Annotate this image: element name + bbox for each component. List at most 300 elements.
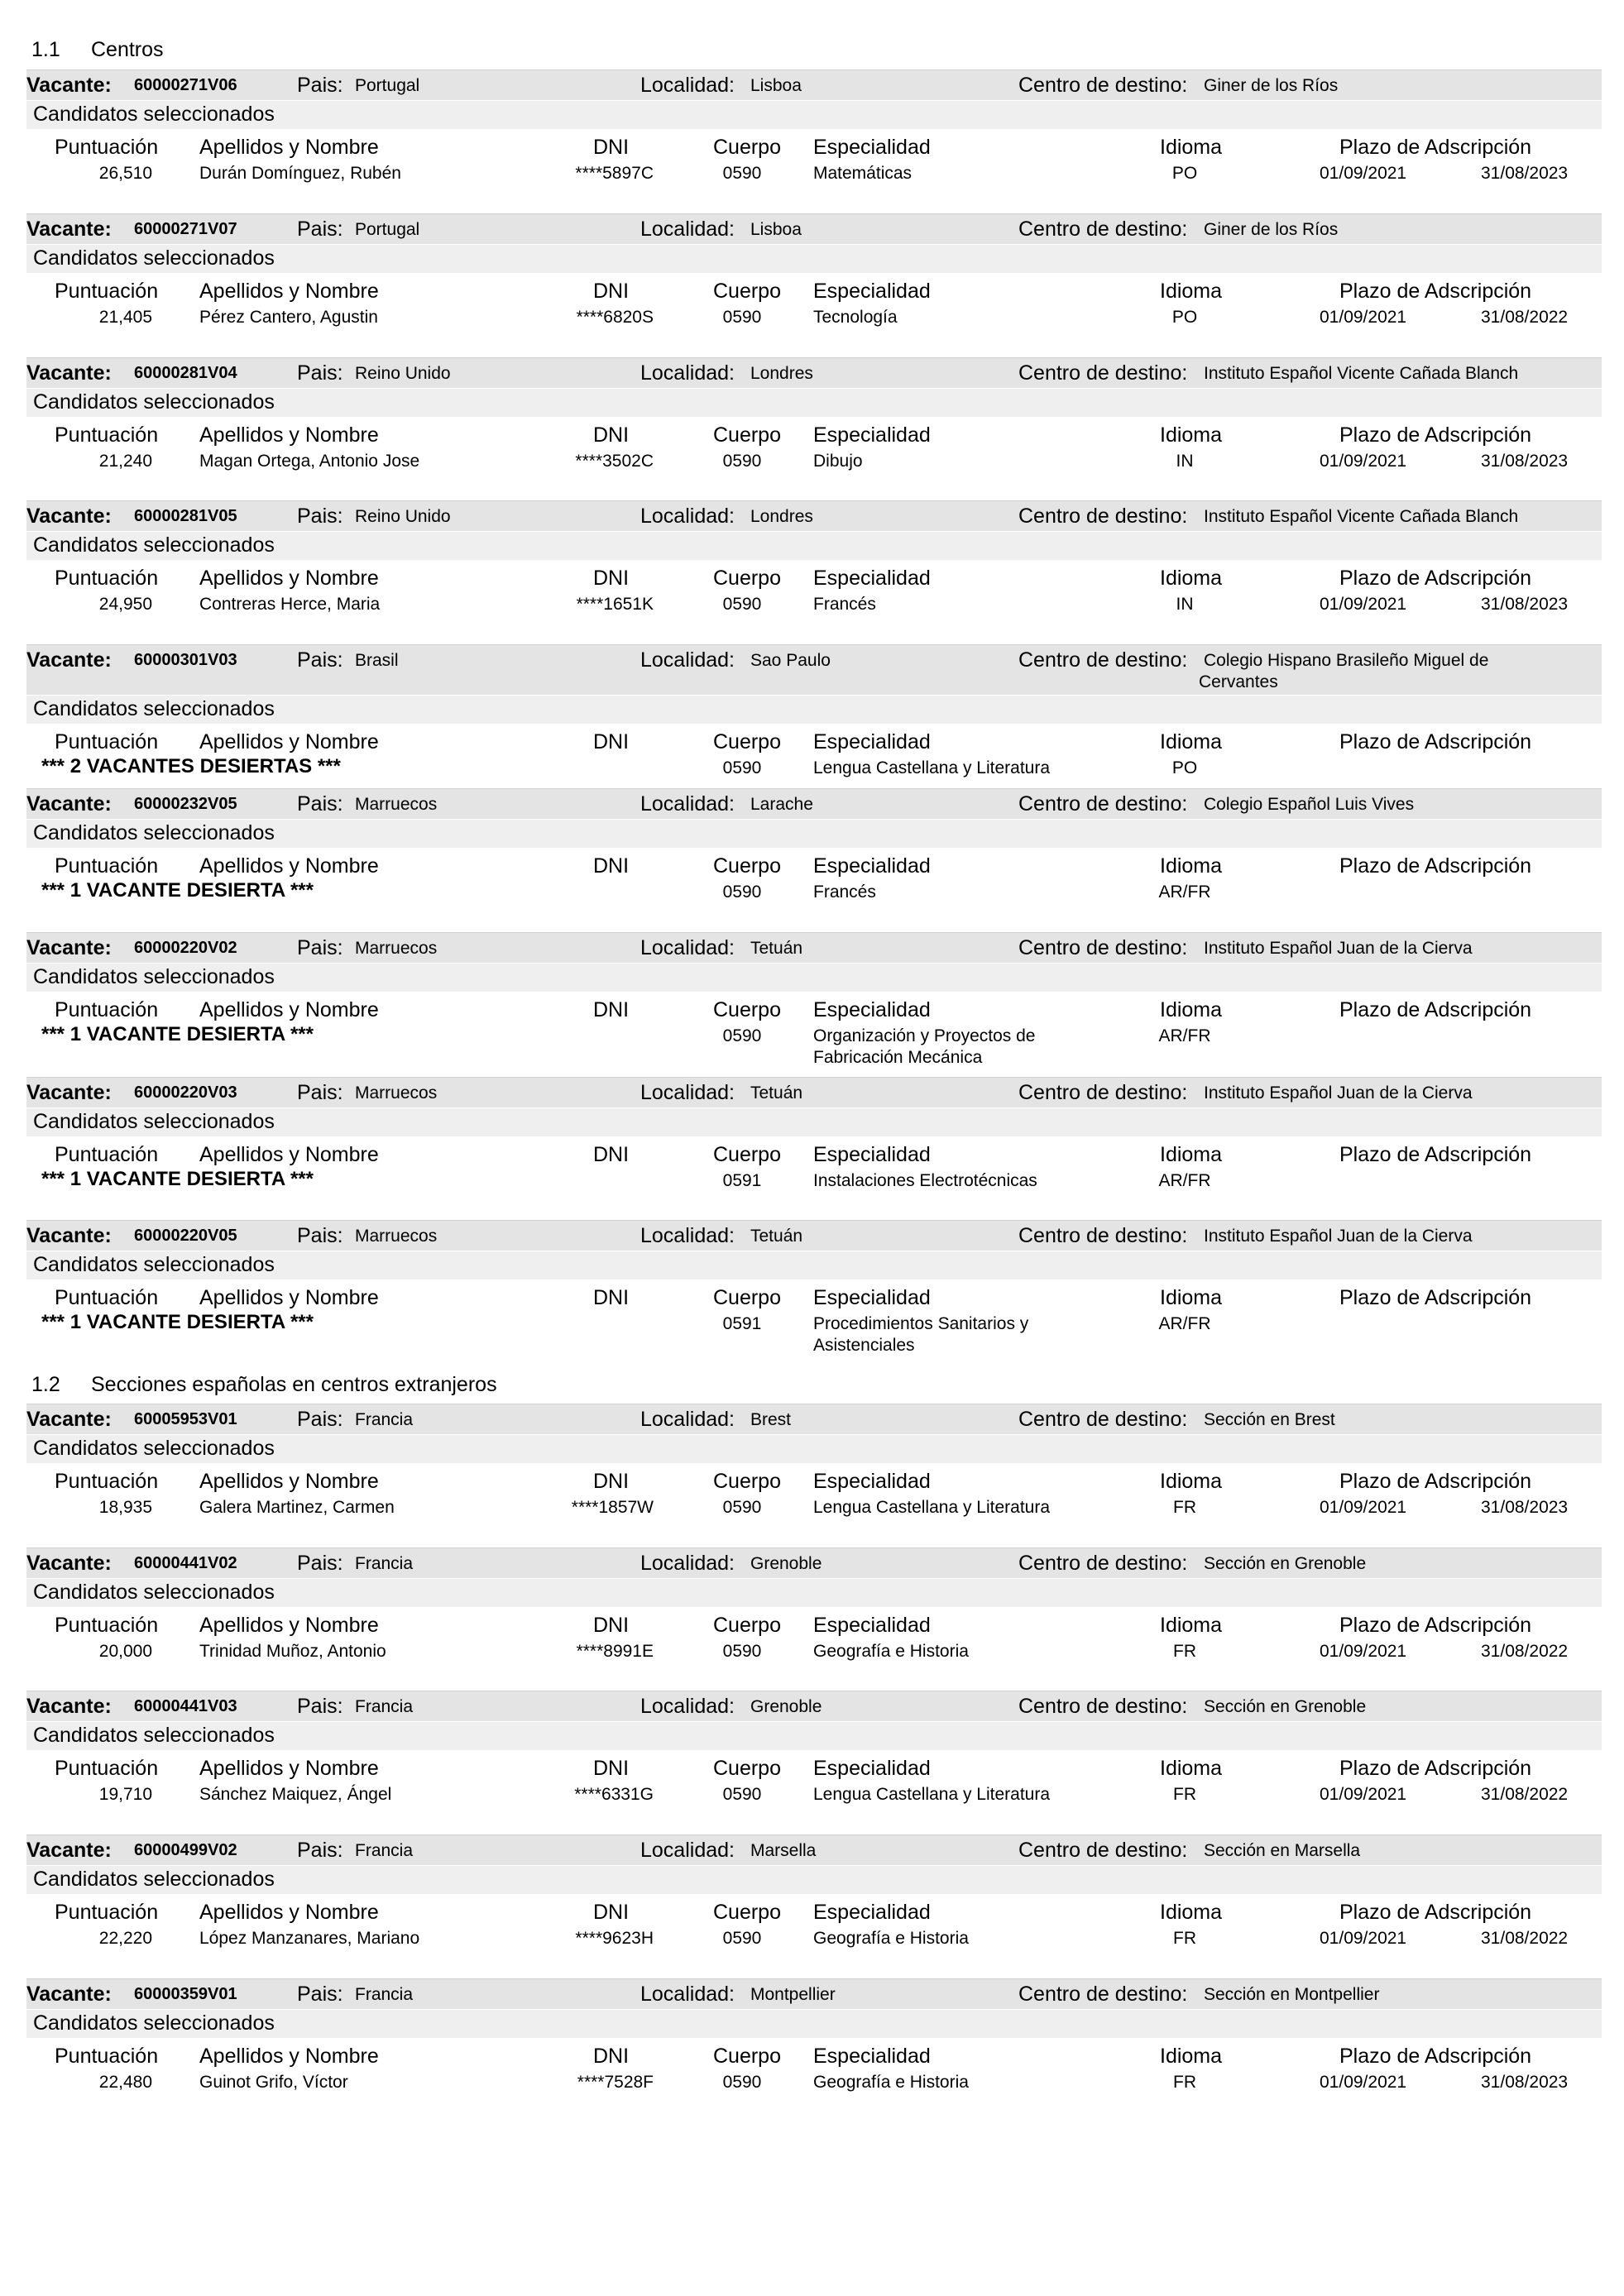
localidad-label: Localidad: (640, 218, 735, 241)
cell-especialidad: Lengua Castellana y Literatura (813, 758, 1051, 777)
cell-idioma: FR (1173, 1642, 1196, 1661)
cell-fecha-hasta: 31/08/2023 (1481, 2073, 1569, 2092)
cell-puntuacion: 26,510 (98, 164, 152, 183)
vacante-label: Vacante: (26, 218, 112, 241)
centro-label: Centro de destino: (1018, 74, 1188, 97)
column-headers (26, 417, 1602, 447)
candidatos-label: Candidatos seleccionados (33, 821, 275, 844)
table-row (26, 159, 1602, 190)
table-row (26, 753, 1602, 785)
col-plazo: Plazo de Adscripción (1339, 1286, 1532, 1309)
vacante-code: 60000220V02 (134, 939, 237, 957)
col-especialidad: Especialidad (813, 2045, 931, 2068)
cell-nombre: Trinidad Muñoz, Antonio (199, 1642, 386, 1661)
col-dni: DNI (593, 854, 630, 878)
col-especialidad: Especialidad (813, 1757, 931, 1780)
column-headers (26, 273, 1602, 303)
col-cuerpo: Cuerpo (713, 280, 781, 303)
cell-especialidad: Dibujo (813, 452, 863, 471)
vacante-label: Vacante: (26, 648, 112, 672)
pais-value: Brasil (355, 651, 399, 670)
col-puntuacion: Puntuación (55, 854, 159, 878)
cell-puntuacion: 21,240 (98, 452, 152, 471)
col-plazo: Plazo de Adscripción (1339, 567, 1532, 590)
candidatos-row (26, 964, 1602, 992)
vacante-code: 60000281V05 (134, 507, 237, 525)
localidad-label: Localidad: (640, 505, 735, 528)
col-plazo: Plazo de Adscripción (1339, 998, 1532, 1021)
col-puntuacion: Puntuación (55, 1470, 159, 1493)
cell-puntuacion: 24,950 (98, 595, 152, 614)
cell-dni: ****9623H (575, 1929, 654, 1948)
col-plazo: Plazo de Adscripción (1339, 854, 1532, 878)
section-label: Centros (91, 38, 164, 61)
cell-cuerpo: 0591 (722, 1314, 762, 1333)
col-especialidad: Especialidad (813, 423, 931, 447)
col-puntuacion: Puntuación (55, 280, 159, 303)
col-puntuacion: Puntuación (55, 423, 159, 447)
candidatos-row (26, 532, 1602, 560)
col-plazo: Plazo de Adscripción (1339, 1757, 1532, 1780)
vacante-block (26, 788, 1602, 909)
vacante-code: 60000232V05 (134, 795, 237, 813)
col-idioma: Idioma (1160, 2045, 1223, 2068)
col-plazo: Plazo de Adscripción (1339, 1470, 1532, 1493)
cell-idioma: AR/FR (1158, 1171, 1211, 1190)
localidad-label: Localidad: (640, 1839, 735, 1862)
cell-puntuacion: 21,405 (98, 308, 152, 327)
col-apellidos: Apellidos y Nombre (199, 1901, 379, 1924)
col-cuerpo: Cuerpo (713, 136, 781, 159)
localidad-label: Localidad: (640, 361, 735, 385)
candidatos-label: Candidatos seleccionados (33, 2011, 275, 2035)
col-apellidos: Apellidos y Nombre (199, 854, 379, 878)
vacante-code: 60000301V03 (134, 651, 237, 669)
column-headers (26, 129, 1602, 159)
column-headers (26, 1463, 1602, 1493)
centro-label: Centro de destino: (1018, 792, 1188, 816)
vacante-header (26, 932, 1602, 963)
pais-label: Pais: (297, 648, 343, 672)
centro-label: Centro de destino: (1018, 505, 1188, 528)
localidad-value: Lisboa (750, 220, 802, 239)
vacante-block (26, 932, 1602, 1069)
cell-fecha-hasta: 31/08/2022 (1481, 1642, 1569, 1661)
vacante-code: 60005953V01 (134, 1410, 237, 1428)
cell-especialidad: Geografía e Historia (813, 2073, 969, 2092)
column-headers (26, 560, 1602, 590)
col-especialidad: Especialidad (813, 854, 931, 878)
pais-value: Reino Unido (355, 364, 451, 383)
centro-label: Centro de destino: (1018, 1552, 1188, 1575)
table-row (26, 1780, 1602, 1811)
vacante-header (26, 1547, 1602, 1578)
cell-idioma: IN (1176, 595, 1194, 614)
col-cuerpo: Cuerpo (713, 423, 781, 447)
centro-value-line2: Cervantes (1199, 672, 1278, 691)
vacante-desierta: *** 1 VACANTE DESIERTA *** (41, 1311, 314, 1333)
col-dni: DNI (593, 1470, 630, 1493)
vacante-header (26, 69, 1602, 100)
section-label: Secciones españolas en centros extranjeros (91, 1373, 497, 1396)
table-row (26, 1637, 1602, 1668)
vacante-block (26, 69, 1602, 190)
section-title (31, 1373, 497, 1397)
vacante-label: Vacante: (26, 1224, 112, 1247)
candidatos-row (26, 1722, 1602, 1750)
vacante-label: Vacante: (26, 1408, 112, 1431)
cell-fecha-desde: 01/09/2021 (1320, 1929, 1407, 1948)
cell-cuerpo: 0590 (722, 164, 762, 183)
col-plazo: Plazo de Adscripción (1339, 1614, 1532, 1637)
centro-value: Instituto Español Juan de la Cierva (1204, 939, 1473, 958)
col-apellidos: Apellidos y Nombre (199, 998, 379, 1021)
pais-label: Pais: (297, 1983, 343, 2006)
pais-value: Francia (355, 1697, 414, 1716)
candidatos-label: Candidatos seleccionados (33, 103, 275, 126)
table-row (26, 1924, 1602, 1955)
pais-label: Pais: (297, 1408, 343, 1431)
localidad-value: Larache (750, 795, 813, 814)
pais-label: Pais: (297, 1695, 343, 1718)
cell-idioma: IN (1176, 452, 1194, 471)
column-headers (26, 1607, 1602, 1637)
candidatos-row (26, 1108, 1602, 1136)
vacante-header (26, 1077, 1602, 1107)
localidad-label: Localidad: (640, 1224, 735, 1247)
pais-label: Pais: (297, 1081, 343, 1104)
col-apellidos: Apellidos y Nombre (199, 730, 379, 753)
cell-fecha-hasta: 31/08/2023 (1481, 595, 1569, 614)
vacante-code: 60000359V01 (134, 1985, 237, 2003)
cell-idioma: PO (1171, 164, 1198, 183)
candidatos-row (26, 1435, 1602, 1463)
vacante-label: Vacante: (26, 792, 112, 816)
col-apellidos: Apellidos y Nombre (199, 136, 379, 159)
col-especialidad: Especialidad (813, 1286, 931, 1309)
centro-value: Sección en Grenoble (1204, 1554, 1367, 1573)
col-especialidad: Especialidad (813, 136, 931, 159)
cell-fecha-desde: 01/09/2021 (1320, 1642, 1407, 1661)
col-especialidad: Especialidad (813, 1901, 931, 1924)
candidatos-row (26, 1251, 1602, 1280)
col-apellidos: Apellidos y Nombre (199, 567, 379, 590)
vacante-desierta: *** 1 VACANTE DESIERTA *** (41, 879, 314, 902)
localidad-value: Tetuán (750, 1227, 803, 1246)
cell-especialidad: Organización y Proyectos de (813, 1026, 1036, 1045)
localidad-label: Localidad: (640, 936, 735, 959)
col-especialidad: Especialidad (813, 1470, 931, 1493)
table-row (26, 1493, 1602, 1524)
centro-label: Centro de destino: (1018, 1224, 1188, 1247)
col-idioma: Idioma (1160, 136, 1223, 159)
col-dni: DNI (593, 280, 630, 303)
cell-cuerpo: 0590 (722, 1498, 762, 1517)
centro-value: Sección en Grenoble (1204, 1697, 1367, 1716)
pais-value: Marruecos (355, 939, 438, 958)
cell-especialidad: Lengua Castellana y Literatura (813, 1498, 1051, 1517)
cell-fecha-desde: 01/09/2021 (1320, 308, 1407, 327)
centro-value: Instituto Español Vicente Cañada Blanch (1204, 507, 1519, 526)
col-puntuacion: Puntuación (55, 730, 159, 753)
col-dni: DNI (593, 1901, 630, 1924)
cell-nombre: Magan Ortega, Antonio Jose (199, 452, 420, 471)
col-plazo: Plazo de Adscripción (1339, 730, 1532, 753)
vacante-code: 60000271V07 (134, 220, 237, 238)
col-dni: DNI (593, 136, 630, 159)
cell-cuerpo: 0590 (722, 1026, 762, 1045)
vacante-label: Vacante: (26, 1081, 112, 1104)
localidad-value: Montpellier (750, 1985, 836, 2004)
col-especialidad: Especialidad (813, 998, 931, 1021)
localidad-value: Tetuán (750, 1083, 803, 1103)
vacante-label: Vacante: (26, 1839, 112, 1862)
vacante-label: Vacante: (26, 1552, 112, 1575)
cell-especialidad: Francés (813, 595, 876, 614)
vacante-block (26, 1834, 1602, 1955)
centro-value: Instituto Español Vicente Cañada Blanch (1204, 364, 1519, 383)
col-idioma: Idioma (1160, 730, 1223, 753)
vacante-label: Vacante: (26, 361, 112, 385)
pais-value: Marruecos (355, 795, 438, 814)
vacante-block (26, 357, 1602, 478)
localidad-label: Localidad: (640, 648, 735, 672)
centro-value: Giner de los Ríos (1204, 220, 1339, 239)
cell-puntuacion: 20,000 (98, 1642, 152, 1661)
localidad-value: Grenoble (750, 1697, 822, 1716)
column-headers (26, 1280, 1602, 1309)
cell-fecha-desde: 01/09/2021 (1320, 452, 1407, 471)
cell-nombre: Pérez Cantero, Agustin (199, 308, 378, 327)
vacante-code: 60000220V05 (134, 1227, 237, 1245)
col-puntuacion: Puntuación (55, 1757, 159, 1780)
pais-label: Pais: (297, 792, 343, 816)
pais-value: Marruecos (355, 1227, 438, 1246)
centro-label: Centro de destino: (1018, 1695, 1188, 1718)
pais-value: Francia (355, 1410, 414, 1429)
cell-dni: ****6820S (576, 308, 654, 327)
column-headers (26, 992, 1602, 1021)
cell-nombre: Durán Domínguez, Rubén (199, 164, 401, 183)
centro-value: Colegio Hispano Brasileño Miguel de (1204, 651, 1489, 670)
col-cuerpo: Cuerpo (713, 1757, 781, 1780)
col-puntuacion: Puntuación (55, 136, 159, 159)
vacante-block (26, 1077, 1602, 1198)
pais-label: Pais: (297, 218, 343, 241)
cell-nombre: Contreras Herce, Maria (199, 595, 381, 614)
col-plazo: Plazo de Adscripción (1339, 1901, 1532, 1924)
col-cuerpo: Cuerpo (713, 730, 781, 753)
candidatos-row (26, 2010, 1602, 2038)
col-idioma: Idioma (1160, 1470, 1223, 1493)
centro-value: Sección en Marsella (1204, 1841, 1361, 1860)
cell-fecha-desde: 01/09/2021 (1320, 2073, 1407, 2092)
cell-idioma: AR/FR (1158, 883, 1211, 902)
cell-especialidad: Geografía e Historia (813, 1929, 969, 1948)
candidatos-row (26, 1579, 1602, 1607)
vacante-block (26, 1691, 1602, 1811)
col-apellidos: Apellidos y Nombre (199, 1614, 379, 1637)
pais-value: Portugal (355, 76, 420, 95)
candidatos-row (26, 389, 1602, 417)
col-cuerpo: Cuerpo (713, 1614, 781, 1637)
cell-puntuacion: 22,480 (98, 2073, 152, 2092)
candidatos-row (26, 696, 1602, 724)
col-plazo: Plazo de Adscripción (1339, 2045, 1532, 2068)
table-row (26, 447, 1602, 478)
cell-dni: ****3502C (575, 452, 654, 471)
vacante-block (26, 644, 1602, 785)
cell-dni: ****8991E (576, 1642, 654, 1661)
localidad-label: Localidad: (640, 1983, 735, 2006)
col-puntuacion: Puntuación (55, 1901, 159, 1924)
cell-fecha-hasta: 31/08/2023 (1481, 1498, 1569, 1517)
col-idioma: Idioma (1160, 1614, 1223, 1637)
localidad-label: Localidad: (640, 1408, 735, 1431)
col-dni: DNI (593, 998, 630, 1021)
vacante-block (26, 1220, 1602, 1357)
col-dni: DNI (593, 423, 630, 447)
col-especialidad: Especialidad (813, 1143, 931, 1166)
vacante-block (26, 500, 1602, 621)
vacante-label: Vacante: (26, 936, 112, 959)
pais-label: Pais: (297, 1839, 343, 1862)
localidad-value: Lisboa (750, 76, 802, 95)
cell-nombre: Sánchez Maiquez, Ángel (199, 1785, 392, 1804)
pais-label: Pais: (297, 936, 343, 959)
centro-value: Instituto Español Juan de la Cierva (1204, 1083, 1473, 1103)
vacante-header (26, 1691, 1602, 1721)
cell-puntuacion: 19,710 (98, 1785, 152, 1804)
cell-cuerpo: 0590 (722, 308, 762, 327)
vacante-label: Vacante: (26, 1695, 112, 1718)
col-idioma: Idioma (1160, 1757, 1223, 1780)
col-plazo: Plazo de Adscripción (1339, 280, 1532, 303)
table-row (26, 2068, 1602, 2099)
vacante-header (26, 500, 1602, 531)
cell-especialidad: Instalaciones Electrotécnicas (813, 1171, 1037, 1190)
centro-value: Instituto Español Juan de la Cierva (1204, 1227, 1473, 1246)
cell-dni: ****1857W (571, 1498, 654, 1517)
col-dni: DNI (593, 567, 630, 590)
col-cuerpo: Cuerpo (713, 567, 781, 590)
localidad-label: Localidad: (640, 1695, 735, 1718)
cell-cuerpo: 0590 (722, 452, 762, 471)
pais-value: Francia (355, 1841, 414, 1860)
candidatos-label: Candidatos seleccionados (33, 390, 275, 414)
cell-fecha-desde: 01/09/2021 (1320, 1498, 1407, 1517)
col-cuerpo: Cuerpo (713, 1901, 781, 1924)
cell-fecha-hasta: 31/08/2022 (1481, 1785, 1569, 1804)
centro-value: Giner de los Ríos (1204, 76, 1339, 95)
cell-especialidad: Geografía e Historia (813, 1642, 969, 1661)
col-dni: DNI (593, 1757, 630, 1780)
candidatos-label: Candidatos seleccionados (33, 965, 275, 988)
vacante-header (26, 213, 1602, 244)
col-dni: DNI (593, 1614, 630, 1637)
vacante-code: 60000441V03 (134, 1697, 237, 1715)
pais-label: Pais: (297, 1552, 343, 1575)
candidatos-label: Candidatos seleccionados (33, 1437, 275, 1460)
column-headers (26, 848, 1602, 878)
pais-label: Pais: (297, 1224, 343, 1247)
localidad-value: Grenoble (750, 1554, 822, 1573)
vacante-desierta: *** 2 VACANTES DESIERTAS *** (41, 755, 341, 777)
col-apellidos: Apellidos y Nombre (199, 423, 379, 447)
cell-idioma: PO (1171, 308, 1198, 327)
cell-idioma: AR/FR (1158, 1314, 1211, 1333)
centro-label: Centro de destino: (1018, 1081, 1188, 1104)
vacante-code: 60000281V04 (134, 364, 237, 382)
col-idioma: Idioma (1160, 1286, 1223, 1309)
cell-cuerpo: 0590 (722, 1785, 762, 1804)
col-idioma: Idioma (1160, 854, 1223, 878)
vacante-code: 60000271V06 (134, 76, 237, 94)
col-dni: DNI (593, 730, 630, 753)
localidad-value: Londres (750, 507, 813, 526)
candidatos-row (26, 245, 1602, 273)
vacante-code: 60000441V02 (134, 1554, 237, 1572)
col-cuerpo: Cuerpo (713, 998, 781, 1021)
section-number: 1.2 (31, 1373, 60, 1396)
cell-especialidad: Lengua Castellana y Literatura (813, 1785, 1051, 1804)
vacante-label: Vacante: (26, 74, 112, 97)
candidatos-row (26, 820, 1602, 848)
vacante-code: 60000220V03 (134, 1083, 237, 1102)
vacante-header (26, 1220, 1602, 1251)
col-dni: DNI (593, 1286, 630, 1309)
section-title (31, 38, 164, 62)
vacante-header (26, 1978, 1602, 2009)
col-idioma: Idioma (1160, 998, 1223, 1021)
centro-label: Centro de destino: (1018, 1408, 1188, 1431)
centro-label: Centro de destino: (1018, 1983, 1188, 2006)
centro-label: Centro de destino: (1018, 648, 1188, 672)
candidatos-label: Candidatos seleccionados (33, 533, 275, 557)
vacante-header (26, 644, 1602, 695)
table-row (26, 1166, 1602, 1198)
cell-dni: ****5897C (575, 164, 654, 183)
centro-label: Centro de destino: (1018, 936, 1188, 959)
col-puntuacion: Puntuación (55, 998, 159, 1021)
localidad-value: Londres (750, 364, 813, 383)
pais-label: Pais: (297, 74, 343, 97)
col-puntuacion: Puntuación (55, 1143, 159, 1166)
cell-fecha-desde: 01/09/2021 (1320, 595, 1407, 614)
candidatos-label: Candidatos seleccionados (33, 246, 275, 270)
table-row (26, 590, 1602, 621)
column-headers (26, 1136, 1602, 1166)
col-puntuacion: Puntuación (55, 1286, 159, 1309)
col-apellidos: Apellidos y Nombre (199, 1757, 379, 1780)
cell-puntuacion: 18,935 (98, 1498, 152, 1517)
vacante-label: Vacante: (26, 505, 112, 528)
cell-idioma: PO (1171, 758, 1198, 777)
cell-dni: ****1651K (576, 595, 654, 614)
localidad-label: Localidad: (640, 1552, 735, 1575)
pais-value: Francia (355, 1985, 414, 2004)
vacante-block (26, 1404, 1602, 1524)
localidad-value: Tetuán (750, 939, 803, 958)
col-cuerpo: Cuerpo (713, 1286, 781, 1309)
col-puntuacion: Puntuación (55, 567, 159, 590)
table-row (26, 878, 1602, 909)
section-number: 1.1 (31, 38, 60, 61)
col-idioma: Idioma (1160, 423, 1223, 447)
localidad-value: Sao Paulo (750, 651, 831, 670)
pais-value: Portugal (355, 220, 420, 239)
cell-fecha-desde: 01/09/2021 (1320, 164, 1407, 183)
